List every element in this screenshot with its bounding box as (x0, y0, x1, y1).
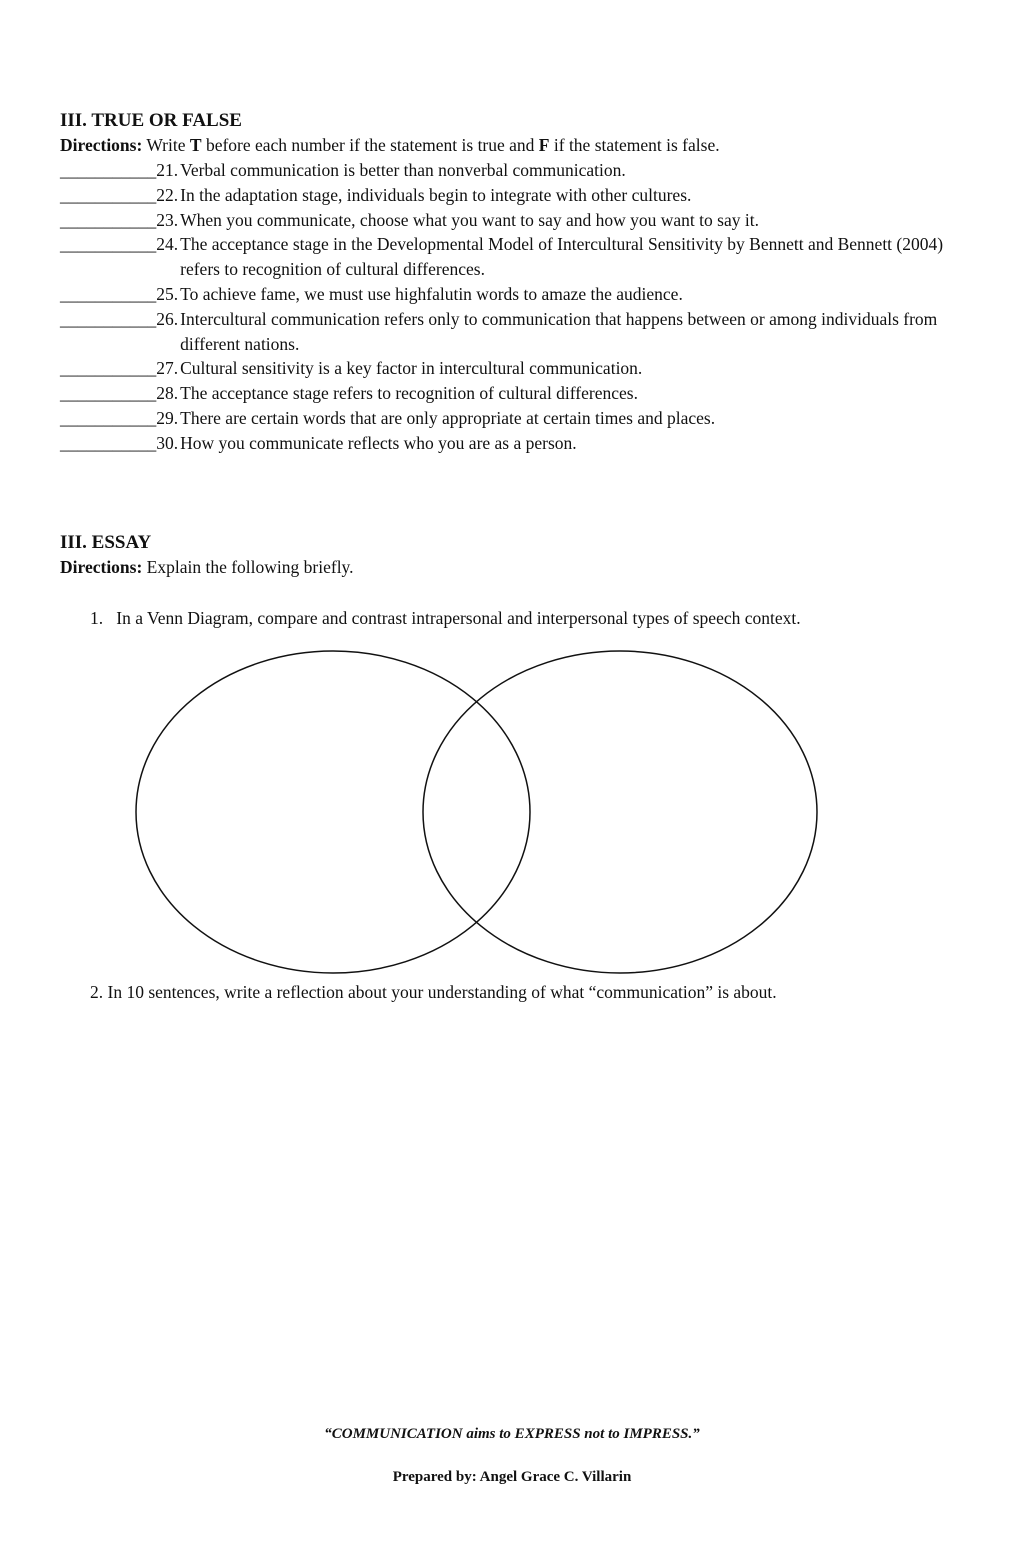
essay-directions-text: Explain the following briefly. (146, 557, 354, 577)
answer-blank[interactable]: ___________ (60, 407, 157, 428)
item-number: 21. (156, 160, 179, 180)
directions-text-3: if the statement is false. (553, 135, 720, 155)
answer-blank[interactable]: ___________ (60, 308, 157, 329)
directions-label: Directions: (60, 135, 143, 155)
true-false-section (60, 108, 960, 456)
true-false-item (60, 232, 960, 282)
directions-text-2: before each number if the statement is true and (205, 135, 535, 155)
essay-heading: III. ESSAY (60, 532, 152, 553)
true-false-item (60, 406, 960, 431)
directions-t: T (189, 135, 202, 155)
item-number: 25. (156, 283, 179, 304)
item-statement: How you communicate reflects who you are as a person. (180, 432, 577, 453)
item-statement: To achieve fame, we must use highfalutin words to amaze the audience. (180, 283, 683, 304)
item-number: 30. (156, 432, 179, 453)
item-number: 29. (156, 407, 179, 428)
directions-f: F (538, 135, 550, 155)
true-false-item (60, 356, 960, 381)
true-false-item (60, 431, 960, 456)
answer-blank[interactable]: ___________ (60, 383, 157, 404)
venn-left-circle (136, 651, 530, 973)
item-number: 26. (156, 308, 179, 329)
true-false-list (60, 158, 960, 456)
item-statement: The acceptance stage refers to recognition of cultural differences. (180, 383, 638, 404)
true-false-heading: III. TRUE OR FALSE (60, 110, 242, 131)
item-statement: The acceptance stage in the Developmental Model of Intercultural Sensitivity by Bennett and Bennett (2004) refers to recognition of cultural differences. (180, 234, 944, 280)
item-statement: There are certain words that are only appropriate at certain times and places. (180, 407, 716, 428)
footer-prepared-by: Prepared by: Angel Grace C. Villarin (392, 1469, 632, 1485)
answer-blank[interactable]: ___________ (60, 160, 157, 180)
essay-question-1 (90, 606, 801, 630)
essay-question-1-text: In a Venn Diagram, compare and contrast intrapersonal and interpersonal types of speech context. (116, 608, 801, 628)
true-false-item (60, 307, 960, 357)
true-false-item (60, 282, 960, 307)
venn-diagram (130, 645, 830, 980)
venn-right-circle (423, 651, 817, 973)
true-false-item (60, 158, 960, 183)
item-number: 23. (156, 209, 179, 230)
item-number: 27. (156, 358, 179, 379)
true-false-item (60, 381, 960, 406)
item-statement: Cultural sensitivity is a key factor in intercultural communication. (180, 358, 643, 379)
essay-question-1-number: 1. (90, 608, 104, 628)
item-number: 28. (156, 383, 179, 404)
item-statement: When you communicate, choose what you want to say and how you want to say it. (180, 209, 759, 230)
answer-blank[interactable]: ___________ (60, 184, 157, 205)
essay-directions-label: Directions: (60, 557, 143, 577)
true-false-item (60, 208, 960, 233)
answer-blank[interactable]: ___________ (60, 209, 157, 230)
item-statement: In the adaptation stage, individuals begin to integrate with other cultures. (180, 184, 692, 205)
essay-question-2: 2. In 10 sentences, write a reflection about your understanding of what “communication” is about. (90, 982, 777, 1002)
item-number: 24. (156, 234, 179, 255)
answer-blank[interactable]: ___________ (60, 432, 157, 453)
item-number: 22. (156, 184, 179, 205)
answer-blank[interactable]: ___________ (60, 283, 157, 304)
answer-blank[interactable]: ___________ (60, 358, 157, 379)
answer-blank[interactable]: ___________ (60, 234, 157, 255)
directions-text-1: Write (146, 135, 186, 155)
essay-directions (60, 555, 960, 580)
item-statement: Intercultural communication refers only to communication that happens between or among individuals from different nations. (180, 308, 938, 354)
essay-section (60, 530, 960, 580)
item-statement: Verbal communication is better than nonverbal communication. (180, 160, 626, 180)
footer-quote: “COMMUNICATION aims to EXPRESS not to IMPRESS.” (324, 1426, 700, 1442)
true-false-directions (60, 133, 960, 158)
true-false-item (60, 183, 960, 208)
